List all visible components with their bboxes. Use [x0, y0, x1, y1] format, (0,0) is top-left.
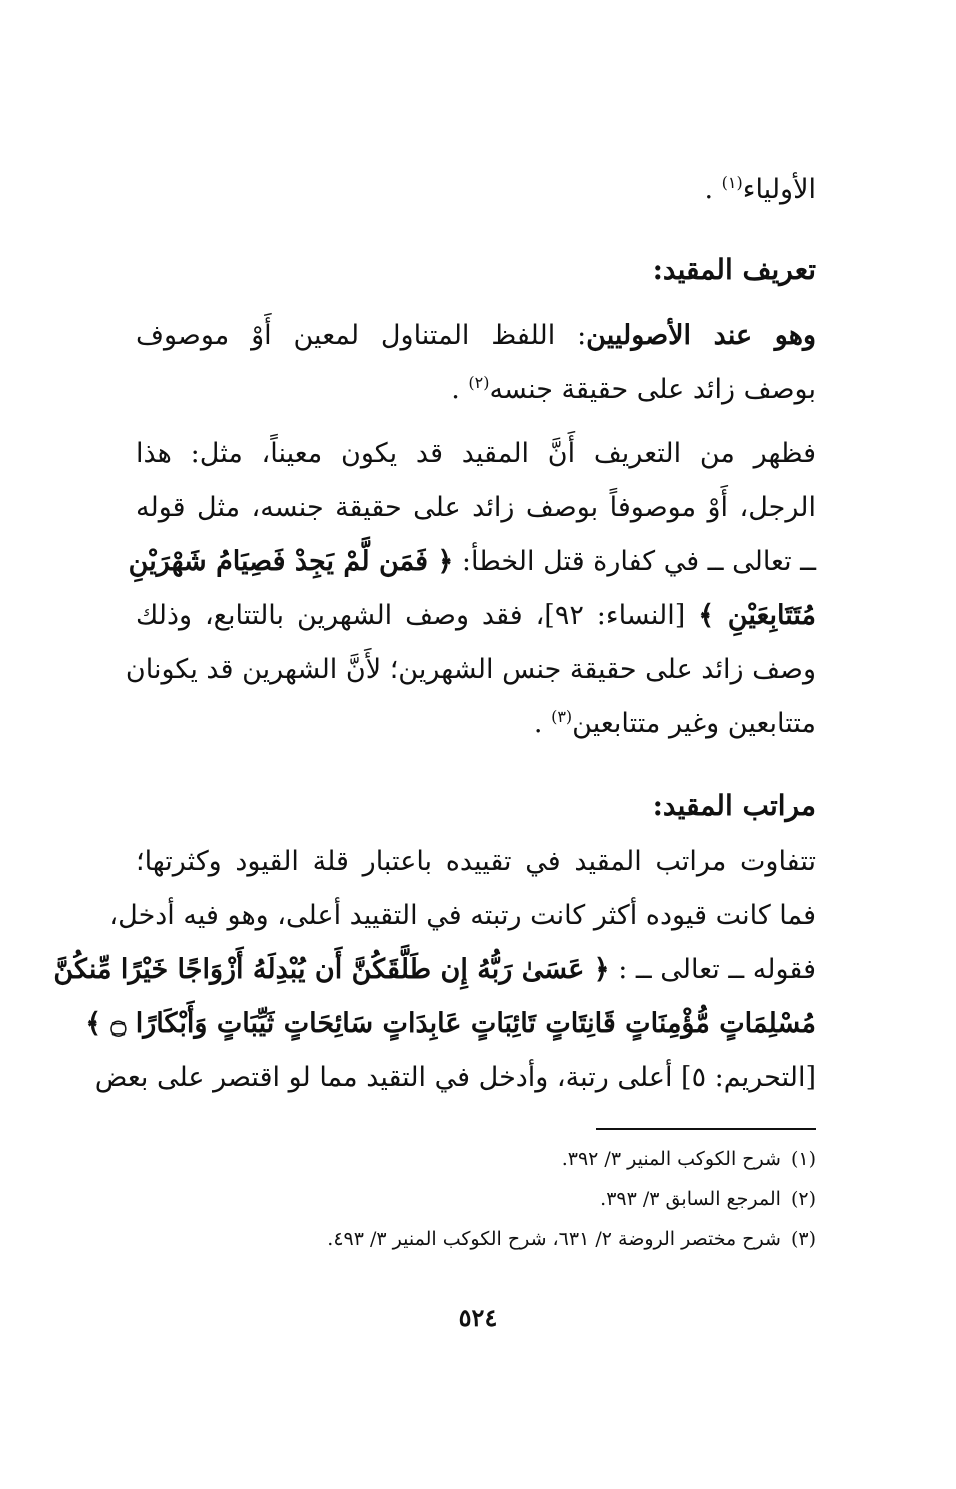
text-span: . — [451, 374, 460, 405]
text-line-1 — [136, 170, 816, 210]
footnote-number: (١) — [790, 1148, 816, 1170]
heading-definition: تعريف المقيد: — [652, 253, 816, 286]
text-span: فقوله ــ تعالى ــ : — [618, 954, 816, 985]
term-bold: وهو عند الأصوليين — [586, 320, 816, 351]
text-line-10 — [136, 704, 816, 744]
footnote-separator — [596, 1128, 816, 1130]
text-line-5: فظهر من التعريف أَنَّ المقيد قد يكون معيناً، مثل: هذا — [136, 438, 816, 469]
footnote-2 — [136, 1184, 816, 1214]
text-line-14 — [53, 950, 816, 990]
quran-verse: ﴿ فَمَن لَّمْ يَجِدْ فَصِيَامُ شَهْرَيْنِ — [128, 546, 454, 577]
quran-verse: مُتَتَابِعَيْنِ ﴾ — [698, 600, 816, 631]
quran-verse: مُسْلِمَاتٍ مُّؤْمِنَاتٍ قَانِتَاتٍ تَائِبَاتٍ عَابِدَاتٍ سَائِحَاتٍ ثَيِّبَاتٍ وَأَبْكَارًا ۝ ﴾ — [85, 1008, 816, 1039]
text-span: ــ تعالى ــ في كفارة قتل الخطأ: — [461, 546, 816, 577]
footnote-ref-3: (٣) — [551, 707, 573, 726]
page-number: ٥٢٤ — [458, 1303, 498, 1332]
text-span: متتابعين وغير متتابعين — [572, 708, 816, 739]
footnote-3 — [136, 1224, 816, 1254]
text-line-4 — [136, 370, 816, 410]
text-line-13: فما كانت قيوده أكثر كانت رتبته في التقييد أعلى، وهو فيه أدخل، — [109, 900, 816, 931]
footnote-text: شرح مختصر الروضة ٢/ ٦٣١، شرح الكوكب المنير ٣/ ٤٩٣. — [327, 1228, 781, 1250]
text-span: [النساء: ٩٢]، فقد وصف الشهرين بالتتابع، وذلك — [136, 600, 686, 631]
text-span: بوصف زائد على حقيقة جنسه — [489, 374, 816, 405]
footnote-1 — [136, 1144, 816, 1174]
footnote-ref-2: (٢) — [468, 373, 490, 392]
footnote-text: المرجع السابق ٣/ ٣٩٣. — [600, 1188, 781, 1210]
text-span: : اللفظ المتناول لمعين أَوْ موصوف — [136, 320, 587, 351]
text-span: . — [533, 708, 543, 739]
text-span: الأولياء — [742, 174, 816, 205]
text-line-8 — [136, 596, 816, 636]
text-line-9: وصف زائد على حقيقة جنس الشهرين؛ لأَنَّ الشهرين قد يكونان — [125, 654, 816, 685]
text-line-7 — [128, 542, 816, 582]
footnote-text: شرح الكوكب المنير ٣/ ٣٩٢. — [561, 1148, 781, 1170]
heading-ranks: مراتب المقيد: — [652, 789, 816, 822]
quran-verse: ﴿ عَسَىٰ رَبُّهُ إِن طَلَّقَكُنَّ أَن يُبْدِلَهُ أَزْوَاجًا خَيْرًا مِّنكُنَّ — [53, 954, 610, 985]
footnote-ref-1: (١) — [721, 173, 743, 192]
text-line-16: [التحريم: ٥] أعلى رتبة، وأدخل في التقيد مما لو اقتصر على بعض — [94, 1062, 816, 1093]
text-line-12: تتفاوت مراتب المقيد في تقييده باعتبار قلة القيود وكثرتها؛ — [136, 846, 816, 877]
text-span: . — [704, 174, 714, 205]
text-line-15 — [85, 1004, 816, 1044]
text-line-3 — [136, 316, 816, 356]
footnote-number: (٢) — [790, 1188, 816, 1210]
text-line-6: الرجل، أَوْ موصوفاً بوصف زائد على حقيقة جنسه، مثل قوله — [136, 492, 816, 523]
footnote-number: (٣) — [790, 1228, 816, 1250]
